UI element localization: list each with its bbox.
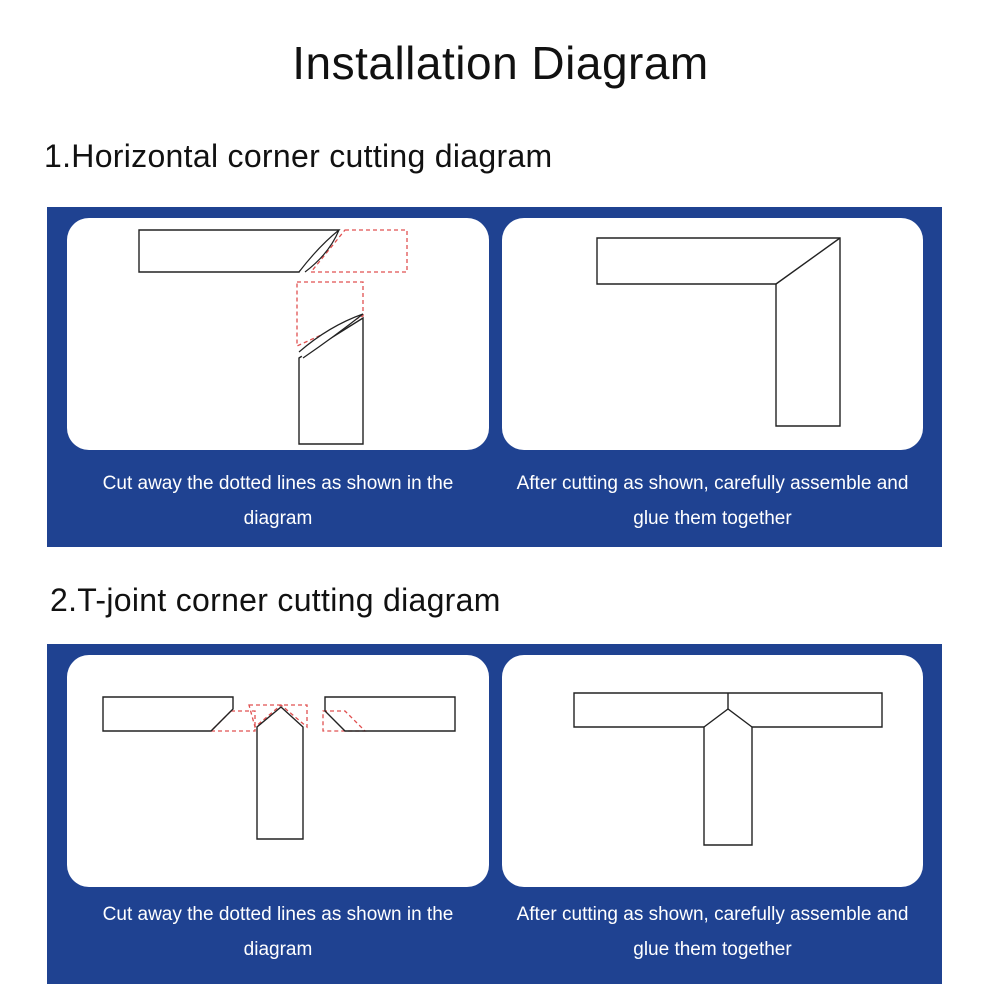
cut-away-center-piece <box>249 705 307 727</box>
vertical-blade <box>299 314 363 358</box>
page-title: Installation Diagram <box>292 37 709 89</box>
section-1-panel <box>47 207 942 547</box>
section-1-assembled-card <box>502 218 923 450</box>
left-horizontal-member <box>103 697 233 731</box>
section-2-heading: 2.T-joint corner cutting diagram <box>50 582 501 618</box>
vertical-pointed-member <box>257 707 303 839</box>
section-2-cut-card <box>67 655 489 887</box>
section-2-right-caption: After cutting as shown, carefully assemble and glue them together <box>516 904 909 960</box>
section-2-left-caption: Cut away the dotted lines as shown in the diagram <box>102 904 454 960</box>
horizontal-blade <box>299 230 339 272</box>
section-1-heading: 1.Horizontal corner cutting diagram <box>44 138 553 174</box>
t-joint-point-line <box>704 709 752 727</box>
section-1-right-caption: After cutting as shown, carefully assemble and glue them together <box>516 473 909 529</box>
cut-away-left-piece <box>211 711 255 731</box>
section-1-cut-card <box>67 218 489 450</box>
miter-joint-line <box>776 238 840 284</box>
horizontal-cut-illustration <box>67 218 489 450</box>
t-joint-cut-illustration <box>67 655 489 887</box>
right-horizontal-member <box>325 697 455 731</box>
assembled-corner-frame <box>597 238 840 426</box>
assembled-t-frame <box>574 693 882 845</box>
horizontal-assembled-illustration <box>502 218 923 450</box>
section-2-assembled-card <box>502 655 923 887</box>
t-joint-assembled-illustration <box>502 655 923 887</box>
section-2-panel <box>47 644 942 984</box>
cut-away-right-piece <box>323 711 365 731</box>
section-1-left-caption: Cut away the dotted lines as shown in the diagram <box>102 473 454 529</box>
